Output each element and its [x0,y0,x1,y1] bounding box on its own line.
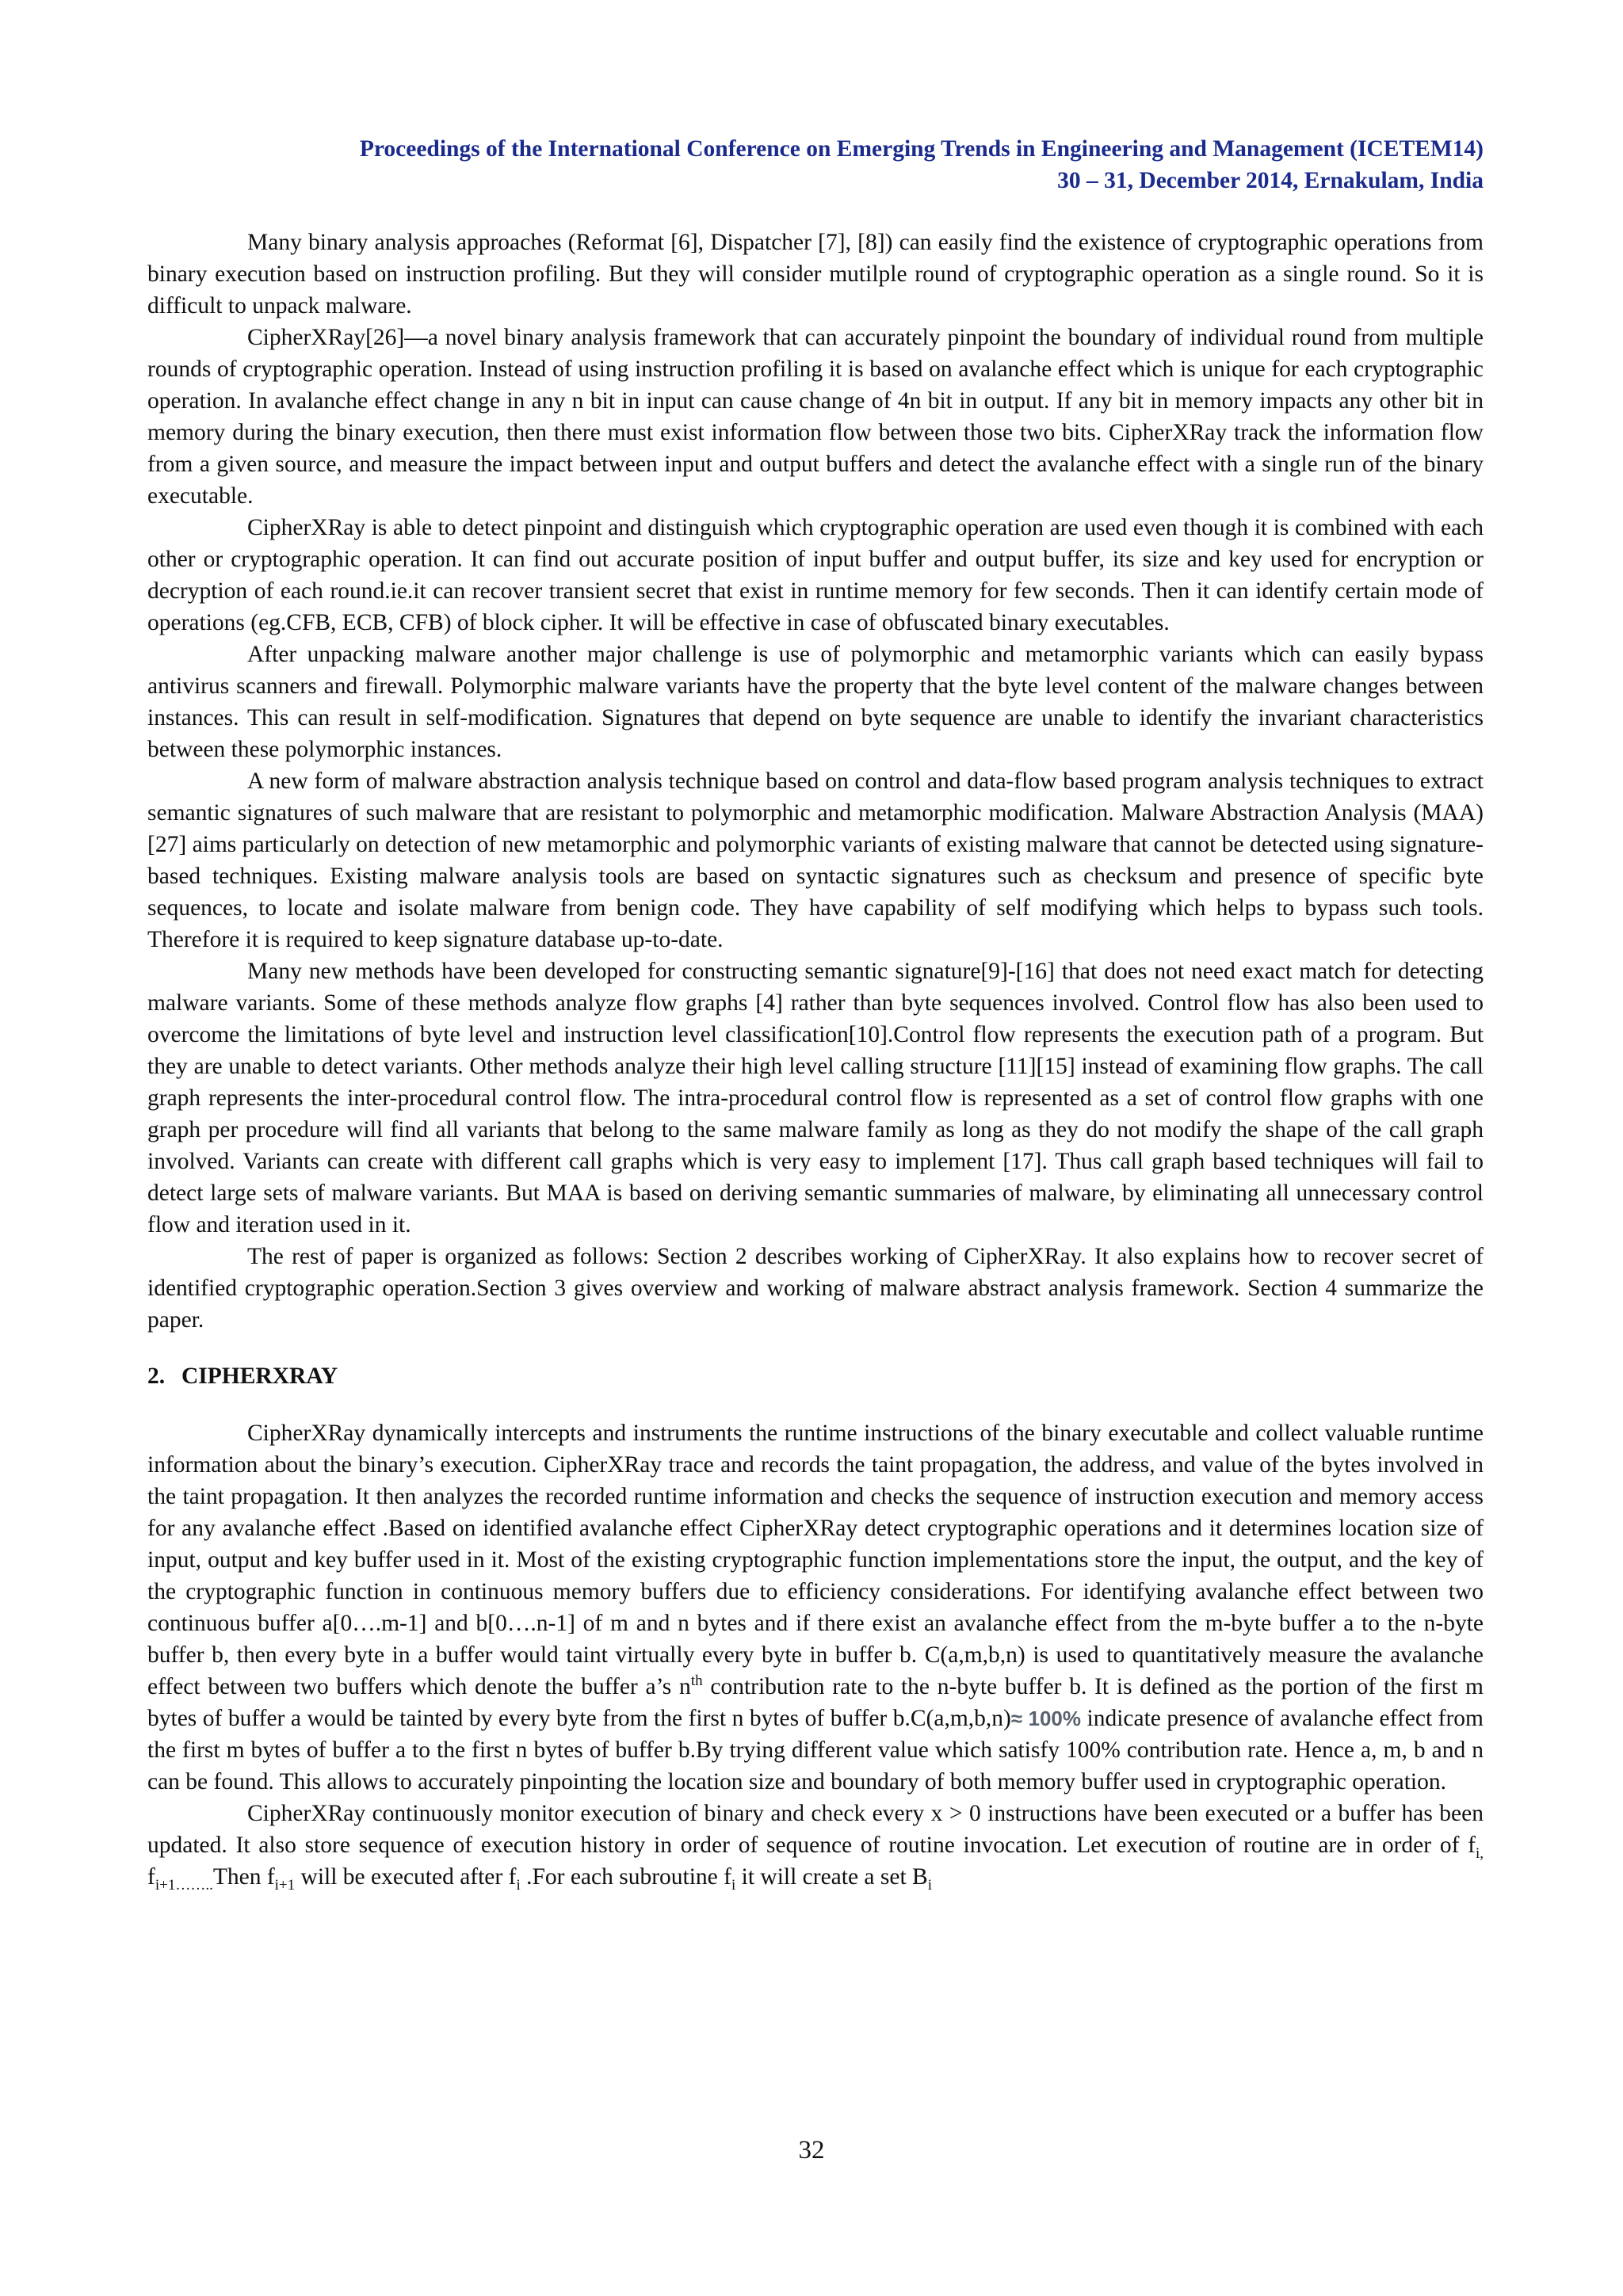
section-title: CIPHERXRAY [181,1363,338,1389]
paragraph: Many binary analysis approaches (Reformat [6], Dispatcher [7], [8]) can easily find the existence of cryptographic operations from binary execution based on instruction profiling. But they will consider mutilple round of cryptographic operation as a single round. So it is difficult to unpack malware. [147,230,1484,318]
subscript: i+1…….. [155,1876,213,1894]
paragraph [147,1417,1484,1798]
paragraph: The rest of paper is organized as follows: Section 2 describes working of CipherXRay. It also explains how to recover secret of identified cryptographic operation.Section 3 gives overview and working of malware abstract analysis framework. Section 4 summarize the paper. [147,1244,1484,1333]
text-run: CipherXRay dynamically intercepts and instruments the runtime instructions of the binary executable and collect valuable runtime information about the binary’s execution. CipherXRay trace and records the taint propagation, the address, and value of the bytes involved in the taint propagation. It then analyzes the recorded runtime information and checks the sequence of instruction execution and memory access for any avalanche effect .Based on identified avalanche effect CipherXRay detect cryptographic operations and it determines location size of input, output and key buffer used in it. Most of the existing cryptographic function implementations store the input, the output, and the key of the cryptographic function in continuous memory buffers due to efficiency considerations. For identifying avalanche effect between two continuous buffer a[0….m-1] and b[0….n-1] of m and n bytes and if there exist an avalanche effect from the m-byte buffer a to the n-byte buffer b, then every byte in a buffer would taint virtually every byte in buffer b. C(a,m,b,n) is used to quantitatively measure the avalanche effect between two buffers which denote the buffer a’s n [147,1421,1484,1699]
subscript: i [516,1876,521,1894]
text-run: Then f [212,1864,275,1890]
subscript: i, [1475,1844,1484,1862]
text-run: indicate presence of avalanche effect from the first m bytes of buffer a to the first n bytes of buffer b.By trying different value which satisfy 100% contribution rate. Hence a, m, b and n can be found. This allows to accurately pinpointing the location size and boundary of both memory buffer used in cryptographic operation. [147,1706,1484,1794]
approx-equation-image: ≈ 100% [1010,1707,1081,1730]
paragraph: CipherXRay[26]—a novel binary analysis framework that can accurately pinpoint the boundary of individual round from multiple rounds of cryptographic operation. Instead of using instruction profiling it is based on avalanche effect which is unique for each cryptographic operation. In avalanche effect change in any n bit in input can cause change of 4n bit in output. If any bit in memory impacts any other bit in memory during the binary execution, then there must exist information flow between those two bits. CipherXRay track the information flow from a given source, and measure the impact between input and output buffers and detect the avalanche effect with a single run of the binary executable. [147,325,1484,509]
text-run: contribution rate to the n-byte buffer b. It is defined as the portion of the first m bytes of buffer a would be tainted by every byte from the first n bytes of buffer b.C(a,m,b,n) [147,1674,1484,1731]
conference-title: Proceedings of the International Conference on Emerging Trends in Engineering and Management (ICETEM14) [359,136,1484,162]
text-run: it will create a set B [735,1864,928,1890]
conference-header [147,133,1484,196]
paragraph: CipherXRay is able to detect pinpoint and distinguish which cryptographic operation are used even though it is combined with each other or cryptographic operation. It can find out accurate position of input buffer and output buffer, its size and key used for encryption or decryption of each round.ie.it can recover transient secret that exist in runtime memory for few seconds. Then it can identify certain mode of operations (eg.CFB, ECB, CFB) of block cipher. It will be effective in case of obfuscated binary executables. [147,515,1484,635]
section-heading [147,1360,1484,1392]
paragraph: After unpacking malware another major challenge is use of polymorphic and metamorphic variants which can easily bypass antivirus scanners and firewall. Polymorphic malware variants have the property that the byte level content of the malware changes between instances. This can result in self-modification. Signatures that depend on byte sequence are unable to identify the invariant characteristics between these polymorphic instances. [147,642,1484,762]
subscript: i [927,1876,932,1894]
text-run: CipherXRay continuously monitor execution of binary and check every x > 0 instructions have been executed or a buffer has been updated. It also store sequence of execution history in order of sequence of routine invocation. Let execution of routine are in order of f [147,1801,1484,1858]
text-run: will be executed after f [295,1864,517,1890]
paragraph: Many new methods have been developed for constructing semantic signature[9]-[16] that does not need exact match for detecting malware variants. Some of these methods analyze flow graphs [4] rather than byte sequences involved. Control flow has also been used to overcome the limitations of byte level and instruction level classification[10].Control flow represents the execution path of a program. But they are unable to detect variants. Other methods analyze their high level calling structure [11][15] instead of examining flow graphs. The call graph represents the inter-procedural control flow. The intra-procedural control flow is represented as a set of control flow graphs with one graph per procedure will find all variants that belong to the same malware family as long as they do not modify the shape of the call graph involved. Variants can create with different call graphs which is very easy to implement [17]. Thus call graph based techniques will fail to detect large sets of malware variants. But MAA is based on deriving semantic summaries of malware, by eliminating all unnecessary control flow and iteration used in it. [147,959,1484,1238]
paragraph [147,1798,1484,1893]
superscript: th [690,1672,703,1690]
text-run: .For each subroutine f [520,1864,731,1890]
body-text [147,227,1484,1893]
page-number: 32 [798,2136,825,2164]
conference-date-location: 30 – 31, December 2014, Ernakulam, India [1057,168,1484,193]
subscript: i+1 [274,1876,296,1894]
section-number: 2. [147,1363,166,1389]
subscript: i [731,1876,736,1894]
paragraph: A new form of malware abstraction analysis technique based on control and data-flow based program analysis techniques to extract semantic signatures of such malware that are resistant to polymorphic and metamorphic modification. Malware Abstraction Analysis (MAA)[27] aims particularly on detection of new metamorphic and polymorphic variants of existing malware that cannot be detected using signature-based techniques. Existing malware analysis tools are based on syntactic signatures such as checksum and presence of specific byte sequences, to locate and isolate malware from benign code. They have capability of self modifying which helps to bypass such tools. Therefore it is required to keep signature database up-to-date. [147,769,1484,952]
text-run: f [147,1864,155,1890]
